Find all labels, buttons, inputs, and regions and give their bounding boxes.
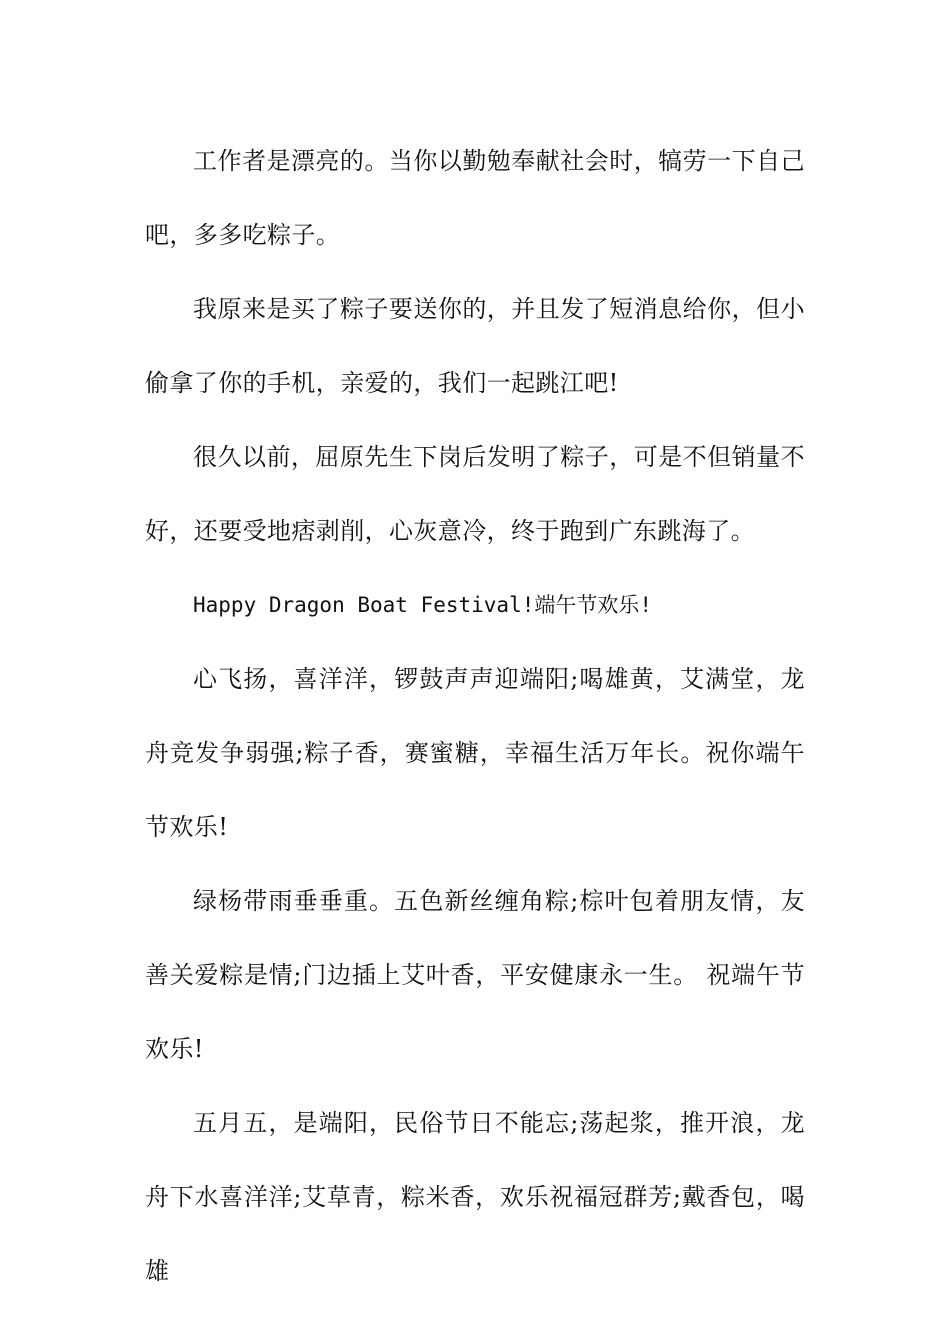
document-body xyxy=(145,124,805,1308)
paragraph-6: 绿杨带雨垂垂重。五色新丝缠角粽;棕叶包着朋友情，友善关爱粽是情;门边插上艾叶香，平安健康永一生。 祝端午节欢乐! xyxy=(145,887,805,1063)
paragraph-4: Happy Dragon Boat Festival!端午节欢乐! xyxy=(193,593,653,617)
paragraph-3: 很久以前，屈原先生下岗后发明了粽子，可是不但销量不好，还要受地痞剥削，心灰意冷，终于跑到广东跳海了。 xyxy=(145,443,805,545)
paragraph-1: 工作者是漂亮的。当你以勤勉奉献社会时，犒劳一下自己吧，多多吃粽子。 xyxy=(145,147,805,249)
paragraph-5: 心飞扬，喜洋洋，锣鼓声声迎端阳;喝雄黄，艾满堂，龙舟竞发争弱强;粽子香，赛蜜糖，幸福生活万年长。祝你端午节欢乐! xyxy=(145,665,805,841)
paragraph-7: 五月五，是端阳，民俗节日不能忘;荡起浆，推开浪，龙舟下水喜洋洋;艾草青，粽米香，欢乐祝福冠群芳;戴香包，喝雄 xyxy=(145,1109,805,1285)
paragraph-2: 我原来是买了粽子要送你的，并且发了短消息给你，但小偷拿了你的手机，亲爱的，我们一起跳江吧! xyxy=(145,295,805,397)
